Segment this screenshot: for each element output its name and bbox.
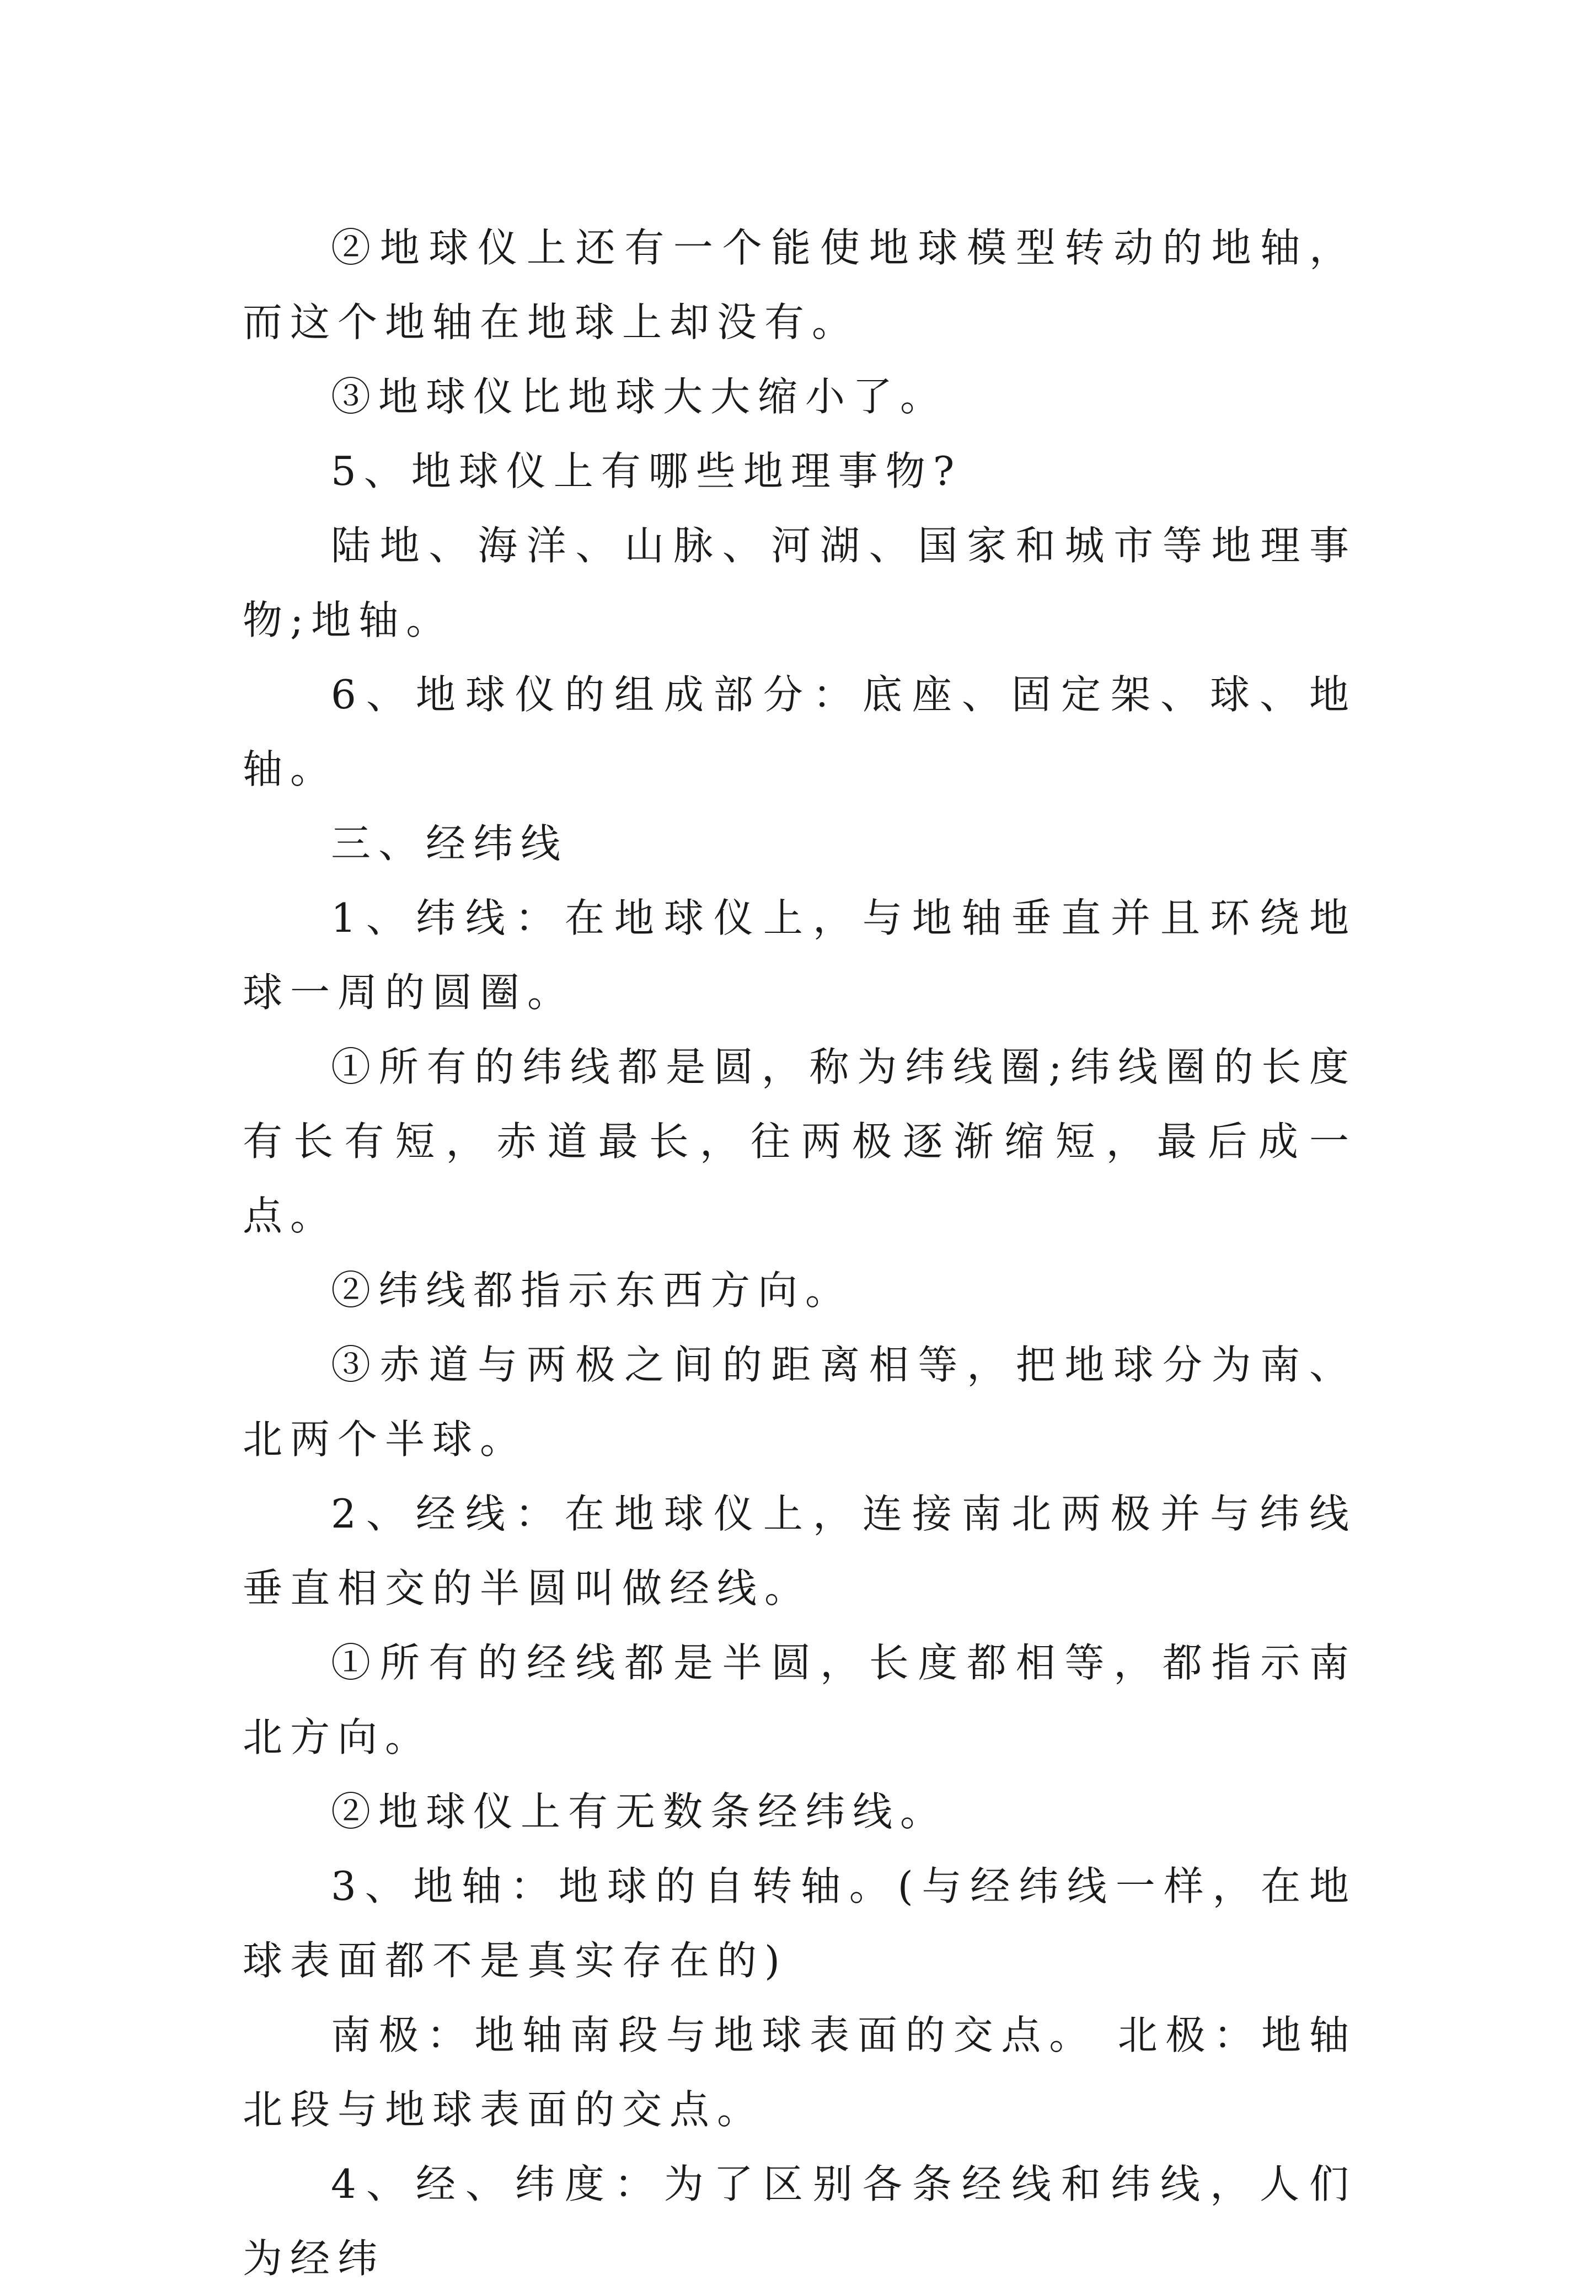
paragraph: ①所有的经线都是半圆，长度都相等，都指示南北方向。 — [243, 1640, 1357, 1760]
paragraph: 6、地球仪的组成部分：底座、固定架、球、地轴。 — [243, 671, 1357, 792]
paragraph: 5、地球仪上有哪些地理事物? — [331, 448, 962, 494]
paragraph: 4、经、纬度：为了区别各条经线和纬线，人们为经纬 — [243, 2161, 1357, 2282]
paragraph: ②纬线都指示东西方向。 — [331, 1267, 853, 1313]
paragraph: 3、地轴：地球的自转轴。(与经纬线一样，在地球表面都不是真实存在的) — [243, 1863, 1357, 1984]
paragraph: 2、经线：在地球仪上，连接南北两极并与纬线垂直相交的半圆叫做经线。 — [243, 1491, 1357, 1611]
paragraph: ②地球仪上有无数条经纬线。 — [331, 1788, 948, 1835]
paragraph: 陆地、海洋、山脉、河湖、国家和城市等地理事物;地轴。 — [243, 522, 1357, 643]
paragraph: ③地球仪比地球大大缩小了。 — [331, 373, 948, 420]
paragraph: 南极：地轴南段与地球表面的交点。 北极：地轴北段与地球表面的交点。 — [243, 2012, 1357, 2133]
document-body — [243, 211, 1357, 2296]
paragraph: ③赤道与两极之间的距离相等，把地球分为南、北两个半球。 — [243, 1342, 1357, 1462]
paragraph: ①所有的纬线都是圆，称为纬线圈;纬线圈的长度有长有短，赤道最长，往两极逐渐缩短，最后成一点。 — [243, 1044, 1357, 1239]
section-heading: 三、经纬线 — [331, 820, 569, 867]
paragraph: 1、纬线：在地球仪上，与地轴垂直并且环绕地球一周的圆圈。 — [243, 895, 1357, 1016]
paragraph: ②地球仪上还有一个能使地球模型转动的地轴，而这个地轴在地球上却没有。 — [243, 225, 1357, 345]
